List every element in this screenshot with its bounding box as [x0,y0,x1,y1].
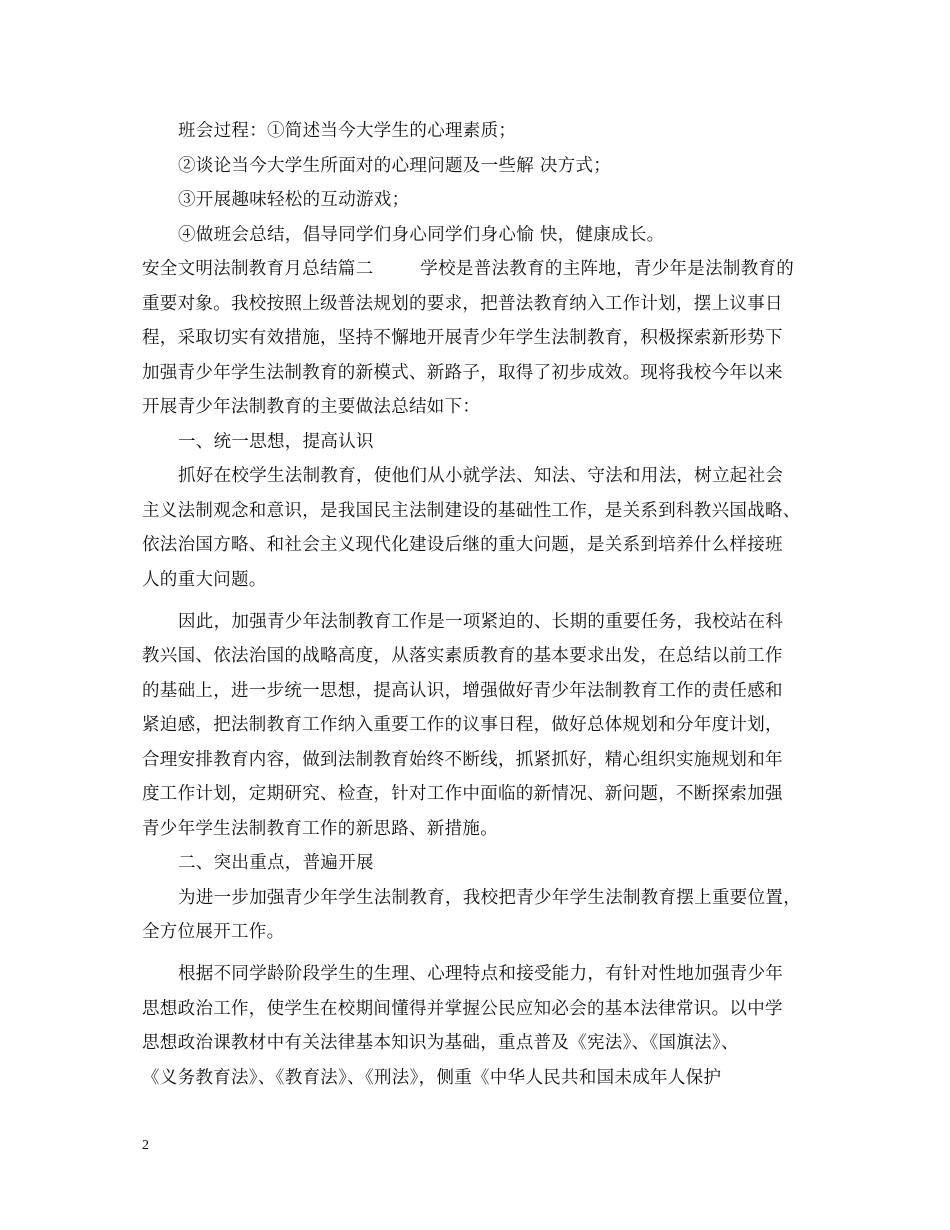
text-line: 思想政治工作，使学生在校期间懂得并掌握公民应知必会的基本法律常识。以中学 [142,999,783,1019]
text-line: 主义法制观念和意识，是我国民主法制建设的基础性工作，是关系到科教兴国战略、 [142,501,801,521]
text-line: 合理安排教育内容，做到法制教育始终不断线，抓紧抓好，精心组织实施规划和年 [142,750,783,770]
text-line: ④做班会总结，倡导同学们身心同学们身心愉 快，健康成长。 [178,225,665,245]
text-line: 青少年学生法制教育工作的新思路、新措施。 [142,819,498,839]
text-line: 思想政治课教材中有关法律基本知识为基础，重点普及《宪法》、《国旗法》、 [142,1033,739,1053]
text-line: 教兴国、依法治国的战略高度，从落实素质教育的基本要求出发，在总结以前工作 [142,646,783,666]
text-line: ②谈论当今大学生所面对的心理问题及一些解 决方式； [178,156,612,176]
text-line: 班会过程：①简述当今大学生的心理素质； [178,121,517,141]
section-title-line: 安全文明法制教育月总结篇二 学校是普法教育的主阵地，青少年是法制教育的 [142,259,795,279]
text-line: 因此，加强青少年法制教育工作是一项紧迫的、长期的重要任务，我校站在科 [178,612,784,632]
heading-2: 二、突出重点，普遍开展 [178,853,374,873]
text-line: ③开展趣味轻松的互动游戏； [178,190,410,210]
text-line: 度工作计划，定期研究、检查，针对工作中面临的新情况、新问题，不断探索加强 [142,784,783,804]
text-line: 根据不同学龄阶段学生的生理、心理特点和接受能力，有针对性地加强青少年 [178,964,784,984]
text-line: 《义务教育法》、《教育法》、《刑法》，侧重《中华人民共和国未成年人保护 [142,1068,722,1088]
text-line: 依法治国方略、和社会主义现代化建设后继的重大问题，是关系到培养什么样接班 [142,535,783,555]
page-number: 2 [142,1138,149,1153]
text-line: 程，采取切实有效措施，坚持不懈地开展青少年学生法制教育，积极探索新形势下 [142,328,783,348]
text-line: 紧迫感，把法制教育工作纳入重要工作的议事日程，做好总体规划和分年度计划， [142,715,783,735]
heading-1: 一、统一思想，提高认识 [178,432,374,452]
text-line: 人的重大问题。 [142,570,267,590]
text-line: 抓好在校学生法制教育，使他们从小就学法、知法、守法和用法，树立起社会 [178,466,784,486]
text-line: 为进一步加强青少年学生法制教育，我校把青少年学生法制教育摆上重要位置， [178,888,801,908]
text-line: 加强青少年学生法制教育的新模式、新路子，取得了初步成效。现将我校今年以来 [142,363,783,383]
text-line: 开展青少年法制教育的主要做法总结如下： [142,397,481,417]
text-line: 重要对象。我校按照上级普法规划的要求，把普法教育纳入工作计划，摆上议事日 [142,294,783,314]
text-line: 的基础上，进一步统一思想，提高认识，增强做好青少年法制教育工作的责任感和 [142,681,783,701]
text-line: 全方位展开工作。 [142,922,285,942]
